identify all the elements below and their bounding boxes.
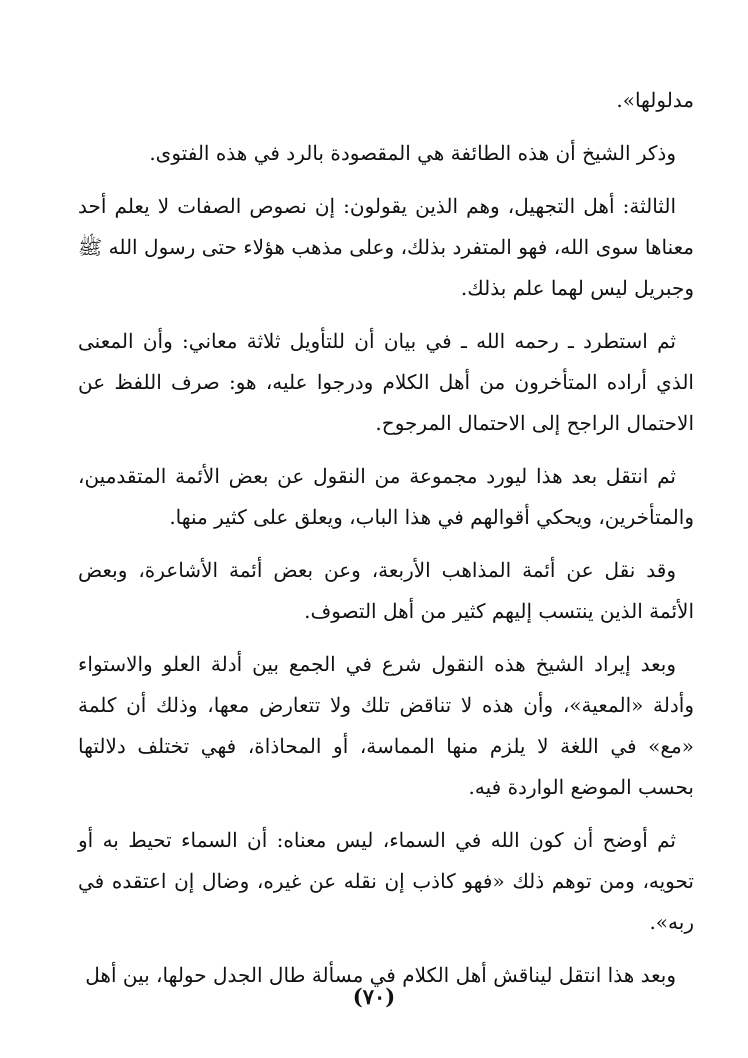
body-text xyxy=(78,80,694,996)
paragraph-2: وذكر الشيخ أن هذه الطائفة هي المقصودة بالرد في هذه الفتوى. xyxy=(149,141,676,165)
paragraph-8: ثم أوضح أن كون الله في السماء، ليس معناه: أن السماء تحيط به أو تحويه، ومن توهم ذلك «فهو كاذب إن نقله عن غيره، وضال إن اعتقده في ربه». xyxy=(78,828,694,934)
paragraph-9: وبعد هذا انتقل ليناقش أهل الكلام في مسألة طال الجدل حولها، بين أهل xyxy=(85,963,676,987)
paragraph-5: ثم انتقل بعد هذا ليورد مجموعة من النقول عن بعض الأئمة المتقدمين، والمتأخرين، ويحكي أقوالهم في هذا الباب، ويعلق على كثير منها. xyxy=(78,464,694,529)
paragraph-7: وبعد إيراد الشيخ هذه النقول شرع في الجمع بين أدلة العلو والاستواء وأدلة «المعية»، وأن هذه لا تناقض تلك ولا تتعارض معها، وذلك أن كلمة «مع» في اللغة لا يلزم منها المماسة، أو المحاذاة، فهي تختلف دلالتها بحسب الموضع الواردة فيه. xyxy=(78,652,694,799)
page-number: (٧٠) xyxy=(352,984,396,1009)
paragraph-6: وقد نقل عن أئمة المذاهب الأربعة، وعن بعض أئمة الأشاعرة، وبعض الأئمة الذين ينتسب إليهم كثير من أهل التصوف. xyxy=(78,558,694,623)
paragraph-3: الثالثة: أهل التجهيل، وهم الذين يقولون: إن نصوص الصفات لا يعلم أحد معناها سوى الله، فهو المتفرد بذلك، وعلى مذهب هؤلاء حتى رسول الله ﷺ وجبريل ليس لهما علم بذلك. xyxy=(78,194,694,300)
paragraph-1: مدلولها». xyxy=(616,88,694,112)
paragraph-4: ثم استطرد ـ رحمه الله ـ في بيان أن للتأويل ثلاثة معاني: وأن المعنى الذي أراده المتأخرون من أهل الكلام ودرجوا عليه، هو: صرف اللفظ عن الاحتمال الراجح إلى الاحتمال المرجوح. xyxy=(78,329,694,435)
